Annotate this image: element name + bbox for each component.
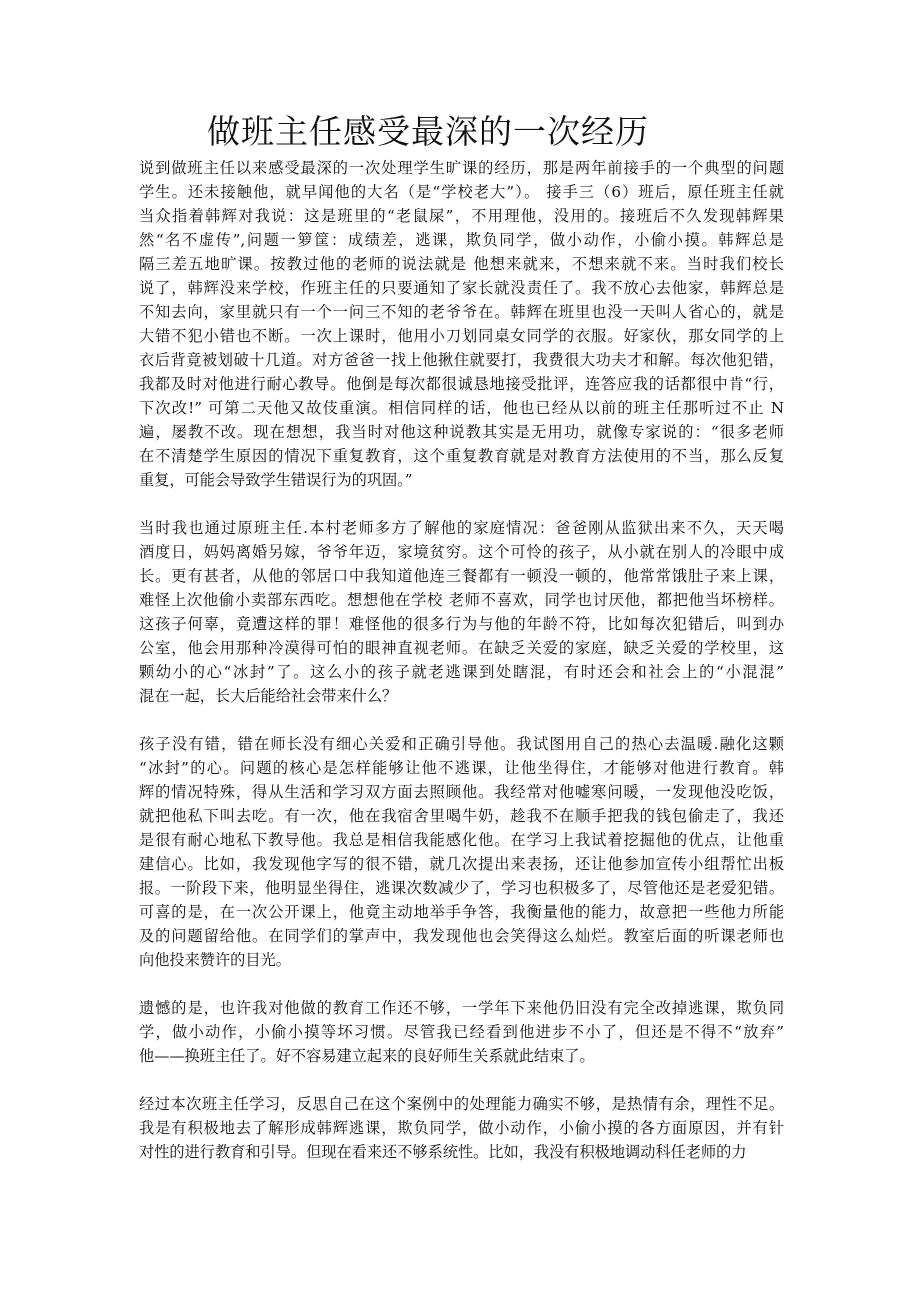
text-line: 辉的情况特殊，得从生活和学习双方面去照顾他。我经常对他嘘寒问暖，一发现他没吃饭， xyxy=(139,783,784,801)
text-line: 当时我也通过原班主任.本村老师多方了解他的家庭情况：爸爸刚从监狱出来不久，天天喝 xyxy=(139,519,784,537)
text-line: 经过本次班主任学习，反思自己在这个案例中的处理能力确实不够，是热情有余，理性不足。 xyxy=(139,1095,784,1113)
text-line: “冰封”的心。问题的核心是怎样能够让他不逃课，让他坐得住，才能够对他进行教育。韩 xyxy=(139,759,784,777)
paragraph xyxy=(139,732,784,972)
text-line: 大错不犯小错也不断。一次上课时，他用小刀划同桌女同学的衣服。好家伙，那女同学的上 xyxy=(139,327,784,345)
text-line: 重复，可能会导致学生错误行为的巩固。” xyxy=(139,471,413,489)
text-line: 他——换班主任了。好不容易建立起来的良好师生关系就此结束了。 xyxy=(139,1047,595,1065)
text-line: 说到做班主任以来感受最深的一次处理学生旷课的经历，那是两年前接手的一个典型的问题 xyxy=(139,159,784,177)
text-line: 就把他私下叫去吃。有一次，他在我宿舍里喝牛奶，趁我不在顺手把我的钱包偷走了，我还 xyxy=(139,807,784,825)
text-line: 下次改!” 可第二天他又故伎重演。相信同样的话，他也已经从以前的班主任那听过不止 N xyxy=(139,399,784,417)
text-line: 这孩子何辜，竟遭这样的罪！难怪他的很多行为与他的年龄不符，比如每次犯错后，叫到办 xyxy=(139,615,784,633)
text-line: 向他投来赞许的目光。 xyxy=(139,951,291,969)
document-title: 做班主任感受最深的一次经历 xyxy=(207,112,649,151)
text-line: 长。更有甚者，从他的邻居口中我知道他连三餐都有一顿没一顿的，他常常饿肚子来上课， xyxy=(139,567,784,585)
text-line: 是很有耐心地私下教导他。我总是相信我能感化他。在学习上我试着挖掘他的优点，让他重 xyxy=(139,831,784,849)
text-line: 当众指着韩辉对我说：这是班里的“老鼠屎”，不用理他，没用的。接班后不久发现韩辉果 xyxy=(139,207,784,225)
text-line: 说了，韩辉没来学校，作班主任的只要通知了家长就没责任了。我不放心去他家，韩辉总是 xyxy=(139,279,784,297)
paragraph xyxy=(139,516,784,708)
text-line: 对性的进行教育和引导。但现在看来还不够系统性。比如，我没有积极地调动科任老师的力 xyxy=(139,1143,747,1161)
paragraph xyxy=(139,996,784,1068)
paragraph xyxy=(139,156,784,492)
text-line: 建信心。比如，我发现他字写的很不错，就几次提出来表扬，还让他参加宣传小组帮忙出板 xyxy=(139,855,784,873)
text-line: 及的问题留给他。在同学们的掌声中，我发现他也会笑得这么灿烂。教室后面的听课老师也 xyxy=(139,927,784,945)
text-line: 公室，他会用那种冷漠得可怕的眼神直视老师。在缺乏关爱的家庭，缺乏关爱的学校里，这 xyxy=(139,639,784,657)
document-body xyxy=(139,156,784,1188)
text-line: 可喜的是，在一次公开课上，他竟主动地举手争答，我衡量他的能力，故意把一些他力所能 xyxy=(139,903,784,921)
paragraph xyxy=(139,1092,784,1164)
text-line: 孩子没有错，错在师长没有细心关爱和正确引导他。我试图用自己的热心去温暖.融化这颗 xyxy=(139,735,784,753)
text-line: 然“名不虚传”,问题一箩筐：成绩差，逃课，欺负同学，做小动作，小偷小摸。韩辉总是 xyxy=(139,231,784,249)
text-line: 隔三差五地旷课。按教过他的老师的说法就是 他想来就来，不想来就不来。当时我们校长 xyxy=(139,255,784,273)
text-line: 不知去向，家里就只有一个一问三不知的老爷爷在。韩辉在班里也没一天叫人省心的，就是 xyxy=(139,303,784,321)
text-line: 遍，屡教不改。现在想想，我当时对他这种说教其实是无用功，就像专家说的：“很多老师 xyxy=(139,423,784,441)
text-line: 难怪上次他偷小卖部东西吃。想想他在学校 老师不喜欢，同学也讨厌他，都把他当坏榜样。 xyxy=(139,591,784,609)
text-line: 报。一阶段下来，他明显坐得住，逃课次数减少了，学习也积极多了，尽管他还是老爱犯错。 xyxy=(139,879,784,897)
text-line: 遗憾的是，也许我对他做的教育工作还不够，一学年下来他仍旧没有完全改掉逃课，欺负同 xyxy=(139,999,784,1017)
text-line: 颗幼小的心“冰封”了。这么小的孩子就老逃课到处瞎混，有时还会和社会上的“小混混” xyxy=(139,663,784,681)
text-line: 学，做小动作，小偷小摸等坏习惯。尽管我已经看到他进步不小了，但还是不得不“放弃” xyxy=(139,1023,784,1041)
text-line: 酒度日，妈妈离婚另嫁，爷爷年迈，家境贫穷。这个可怜的孩子，从小就在别人的冷眼中成 xyxy=(139,543,784,561)
text-line: 我都及时对他进行耐心教导。他倒是每次都很诚恳地接受批评，连答应我的话都很中肯“行， xyxy=(139,375,784,393)
text-line: 在不清楚学生原因的情况下重复教育，这个重复教育就是对教育方法使用的不当，那么反复 xyxy=(139,447,784,465)
text-line: 我是有积极地去了解形成韩辉逃课，欺负同学，做小动作，小偷小摸的各方面原因，并有针 xyxy=(139,1119,784,1137)
text-line: 混在一起，长大后能给社会带来什么？ xyxy=(139,687,398,705)
text-line: 衣后背竟被划破十几道。对方爸爸一找上他揪住就要打，我费很大功夫才和解。每次他犯错， xyxy=(139,351,784,369)
text-line: 学生。还未接触他，就早闻他的大名（是“学校老大”）。 接手三（6）班后，原任班主任就 xyxy=(139,183,784,201)
